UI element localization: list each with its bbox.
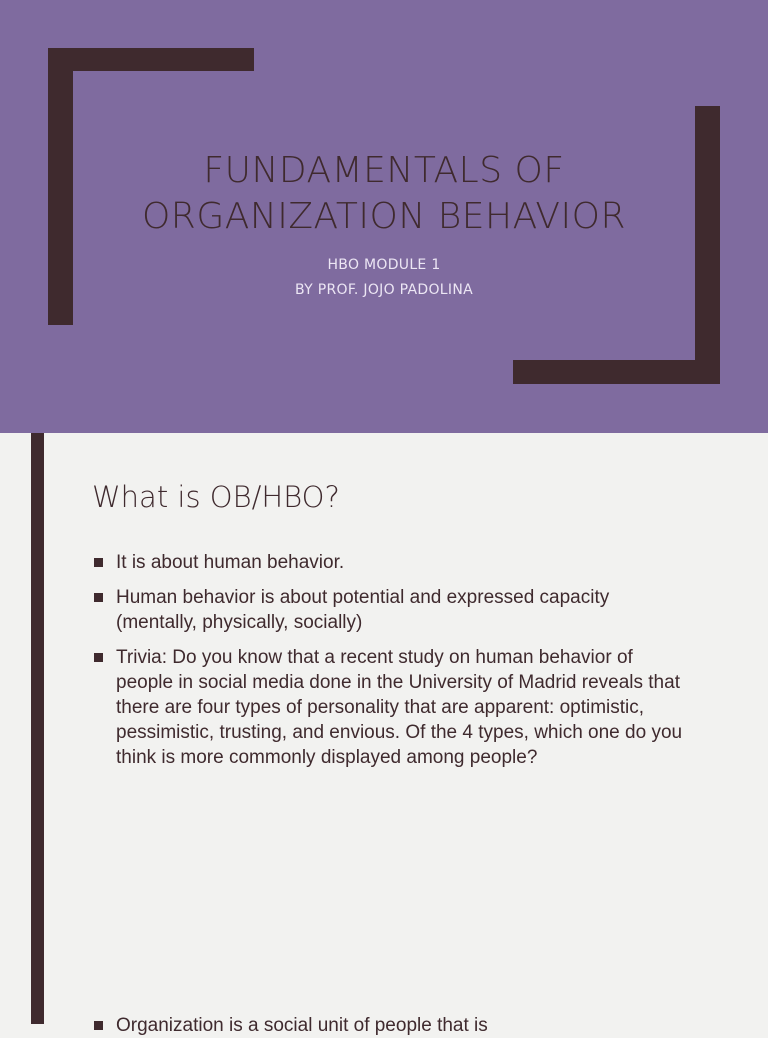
bullet-text: It is about human behavior. — [116, 552, 345, 573]
subtitle-line-2: BY PROF. JOJO PADOLINA — [295, 282, 473, 298]
square-bullet-icon — [94, 593, 103, 602]
list-item — [92, 645, 692, 770]
bullet-text: Human behavior is about potential and expressed capacity (mentally, physically, socially) — [116, 587, 610, 633]
square-bullet-icon — [94, 558, 103, 567]
square-bullet-icon — [94, 1021, 103, 1030]
square-bullet-icon — [94, 653, 103, 662]
bracket-bottom-right-horizontal — [513, 360, 720, 384]
title-line-2: ORGANIZATION BEHAVIOR — [141, 196, 627, 237]
bullet-text: Organization is a social unit of people that is — [116, 1015, 488, 1036]
slide-title — [100, 148, 668, 240]
side-accent-bar — [31, 433, 44, 1024]
bracket-bottom-right-vertical — [695, 106, 720, 384]
content-slide — [0, 433, 768, 1036]
list-item-partial — [92, 1013, 692, 1038]
bracket-top-left-vertical — [48, 48, 73, 325]
slide-heading: What is OB/HBO? — [92, 480, 340, 514]
list-item — [92, 550, 692, 575]
title-slide — [0, 0, 768, 433]
bracket-top-left-horizontal — [48, 48, 254, 71]
bullet-text: Trivia: Do you know that a recent study on human behavior of people in social media done in the University of Madrid reveals that there are four types of personality that are apparent: optimistic, pessimistic, trusting, and envious. Of the 4 types, which one do you think is more commonly displayed among people? — [116, 647, 683, 768]
title-line-1: FUNDAMENTALS OF — [203, 150, 565, 191]
subtitle-line-1: HBO MODULE 1 — [327, 257, 441, 273]
list-item — [92, 585, 692, 635]
slide-subtitle — [100, 253, 668, 303]
bullet-list — [92, 550, 692, 780]
